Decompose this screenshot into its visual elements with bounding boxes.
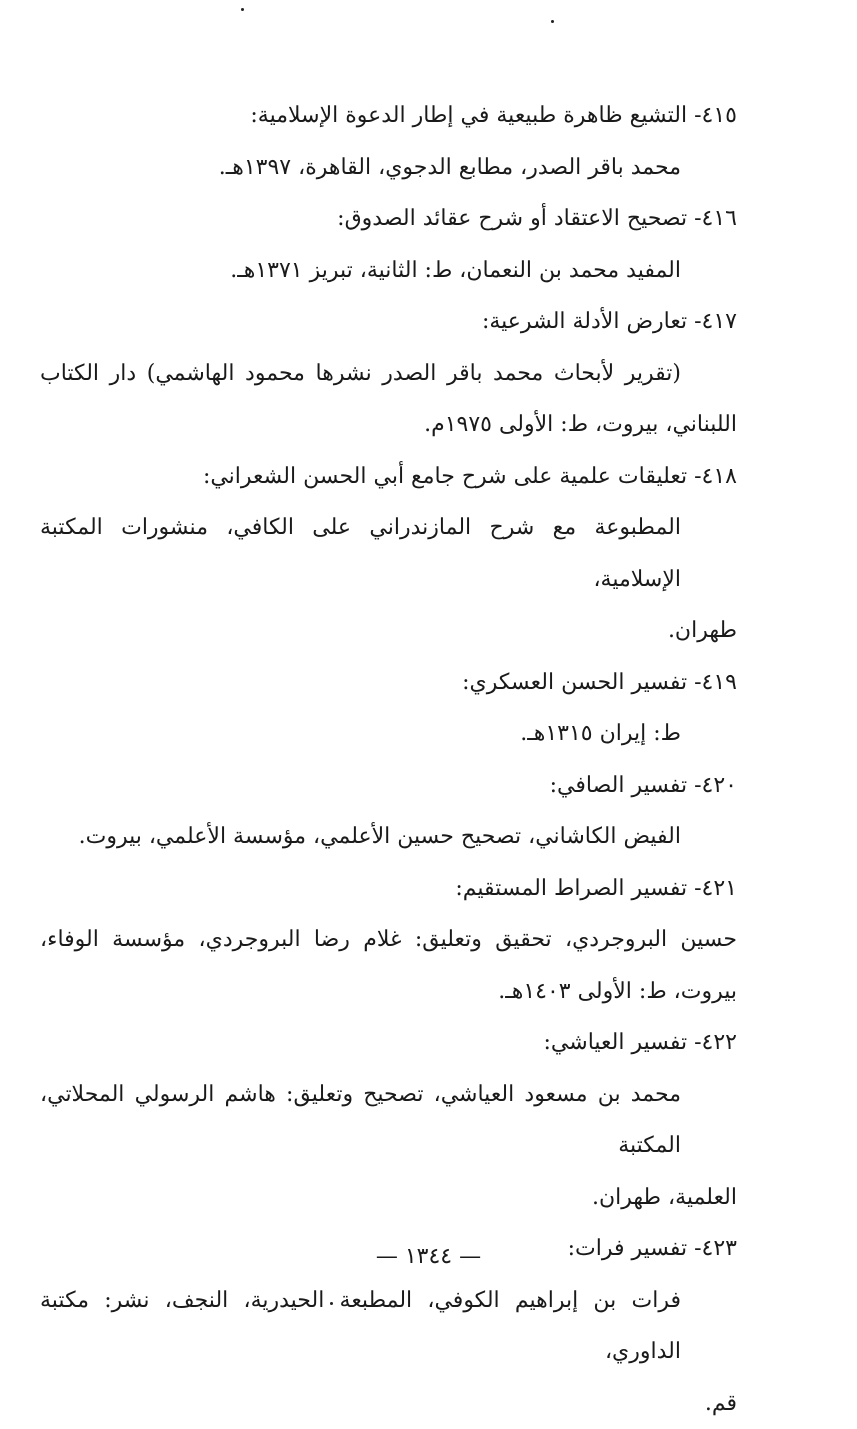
scan-speck bbox=[241, 8, 244, 11]
page-number: — ١٣٤٤ — bbox=[0, 1244, 857, 1269]
entry-line: محمد بن مسعود العياشي، تصحيح وتعليق: هاشم الرسولي المحلاتي، المكتبة bbox=[40, 1069, 737, 1172]
entry-line: (تقرير لأبحاث محمد باقر الصدر نشرها محمود الهاشمي) دار الكتاب bbox=[40, 348, 737, 400]
entry-line: الفيض الكاشاني، تصحيح حسين الأعلمي، مؤسسة الأعلمي، بيروت. bbox=[40, 811, 737, 863]
entry-heading: ٤١٧- تعارض الأدلة الشرعية: bbox=[40, 296, 737, 348]
entry-heading: ٤١٩- تفسير الحسن العسكري: bbox=[40, 657, 737, 709]
bibliography-list bbox=[40, 90, 737, 1429]
entry-line: ط: إيران ١٣١٥هـ. bbox=[40, 708, 737, 760]
entry-line: بيروت، ط: الأولى ١٤٠٣هـ. bbox=[40, 966, 737, 1018]
entry-line: طهران. bbox=[40, 605, 737, 657]
entry-heading: ٤٢٢- تفسير العياشي: bbox=[40, 1017, 737, 1069]
entry-heading: ٤٢٣- تفسير فرات: bbox=[40, 1223, 737, 1275]
entry-line: محمد باقر الصدر، مطابع الدجوي، القاهرة، ١٣٩٧هـ. bbox=[40, 142, 737, 194]
entry-line: حسين البروجردي، تحقيق وتعليق: غلام رضا البروجردي، مؤسسة الوفاء، bbox=[40, 914, 737, 966]
entry-line: العلمية، طهران. bbox=[40, 1172, 737, 1224]
entry-line: المطبوعة مع شرح المازندراني على الكافي، منشورات المكتبة الإسلامية، bbox=[40, 502, 737, 605]
entry-heading: ٤٢١- تفسير الصراط المستقيم: bbox=[40, 863, 737, 915]
entry-heading: ٤١٥- التشيع ظاهرة طبيعية في إطار الدعوة الإسلامية: bbox=[40, 90, 737, 142]
entry-line: المفيد محمد بن النعمان، ط: الثانية، تبريز ١٣٧١هـ. bbox=[40, 245, 737, 297]
scan-speck bbox=[551, 20, 554, 23]
entry-line: فرات بن إبراهيم الكوفي، المطبعة الحيدرية، النجف، نشر: مكتبة الداوري، bbox=[40, 1275, 737, 1378]
entry-line: قم. bbox=[40, 1378, 737, 1429]
entry-heading: ٤١٦- تصحيح الاعتقاد أو شرح عقائد الصدوق: bbox=[40, 193, 737, 245]
entry-heading: ٤١٨- تعليقات علمية على شرح جامع أبي الحسن الشعراني: bbox=[40, 451, 737, 503]
entry-line: اللبناني، بيروت، ط: الأولى ١٩٧٥م. bbox=[40, 399, 737, 451]
entry-heading: ٤٢٠- تفسير الصافي: bbox=[40, 760, 737, 812]
